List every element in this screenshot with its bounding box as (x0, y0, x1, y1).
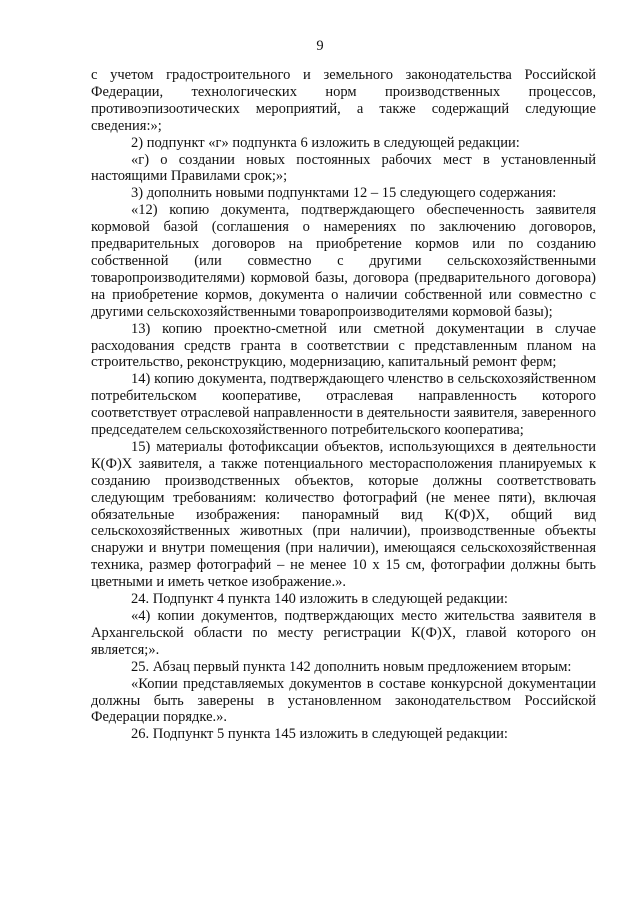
paragraph: 15) материалы фотофиксации объектов, использующихся в деятельности К(Ф)Х заявителя, а также потенциального месторасположения планируемых к созданию производственных объектов, которые должны соответствовать следующим требованиям: количество фотографий (не менее пяти), включая обязательные изображения: панорамный вид К(Ф)Х, общий вид сельскохозяйственных животных (при наличии), производственные объекты снаружи и внутри помещения (при наличии), имеющаяся сельскохозяйственная техника, размер фотографий – не менее 10 x 15 см, фотографии должны быть цветными и иметь четкое изображение.». (91, 438, 596, 591)
document-body (91, 67, 596, 743)
paragraph: с учетом градостроительного и земельного законодательства Российской Федерации, технологических норм производственных процессов, противоэпизоотических мероприятий, а также содержащий следующие сведения:»; (91, 67, 596, 134)
paragraph: 26. Подпункт 5 пункта 145 изложить в следующей редакции: (131, 726, 508, 743)
page-number: 9 (316, 38, 324, 54)
paragraph: 14) копию документа, подтверждающего членство в сельскохозяйственном потребительском кооперативе, отраслевая направленность которого соответствует отраслевой направленности в деятельности заявителя, заверенного председателем сельскохозяйственного потребительского кооператива; (91, 371, 596, 439)
paragraph: 24. Подпункт 4 пункта 140 изложить в следующей редакции: (131, 591, 508, 608)
paragraph: 13) копию проектно-сметной или сметной документации в случае расходования средств гранта в соответствии с представленным планом на строительство, реконструкцию, модернизацию, капитальный ремонт ферм; (91, 320, 596, 371)
paragraph: «4) копии документов, подтверждающих место жительства заявителя в Архангельской области по месту регистрации К(Ф)Х, главой которого он является;». (91, 608, 596, 658)
paragraph: 2) подпункт «г» подпункта 6 изложить в следующей редакции: (131, 134, 520, 151)
paragraph: «12) копию документа, подтверждающего обеспеченность заявителя кормовой базой (соглашения о намерениях по заключению договоров, предварительных договоров на приобретение кормов или по созданию собственной (или совместно с другими сельскохозяйственными товаропроизводителями) кормовой базы, договора (предварительного договора) на приобретение кормов, документа о наличии собственной или совместно с другими сельскохозяйственными товаропроизводителями кормовой базы); (91, 202, 596, 320)
paragraph: 25. Абзац первый пункта 142 дополнить новым предложением вторым: (131, 658, 572, 675)
paragraph: 3) дополнить новыми подпунктами 12 – 15 следующего содержания: (131, 185, 557, 202)
paragraph: «Копии представляемых документов в составе конкурсной документации должны быть заверены в установленном законодательством Российской Федерации порядке.». (91, 675, 596, 726)
paragraph: «г) о создании новых постоянных рабочих мест в установленный настоящими Правилами срок;»; (91, 151, 596, 185)
